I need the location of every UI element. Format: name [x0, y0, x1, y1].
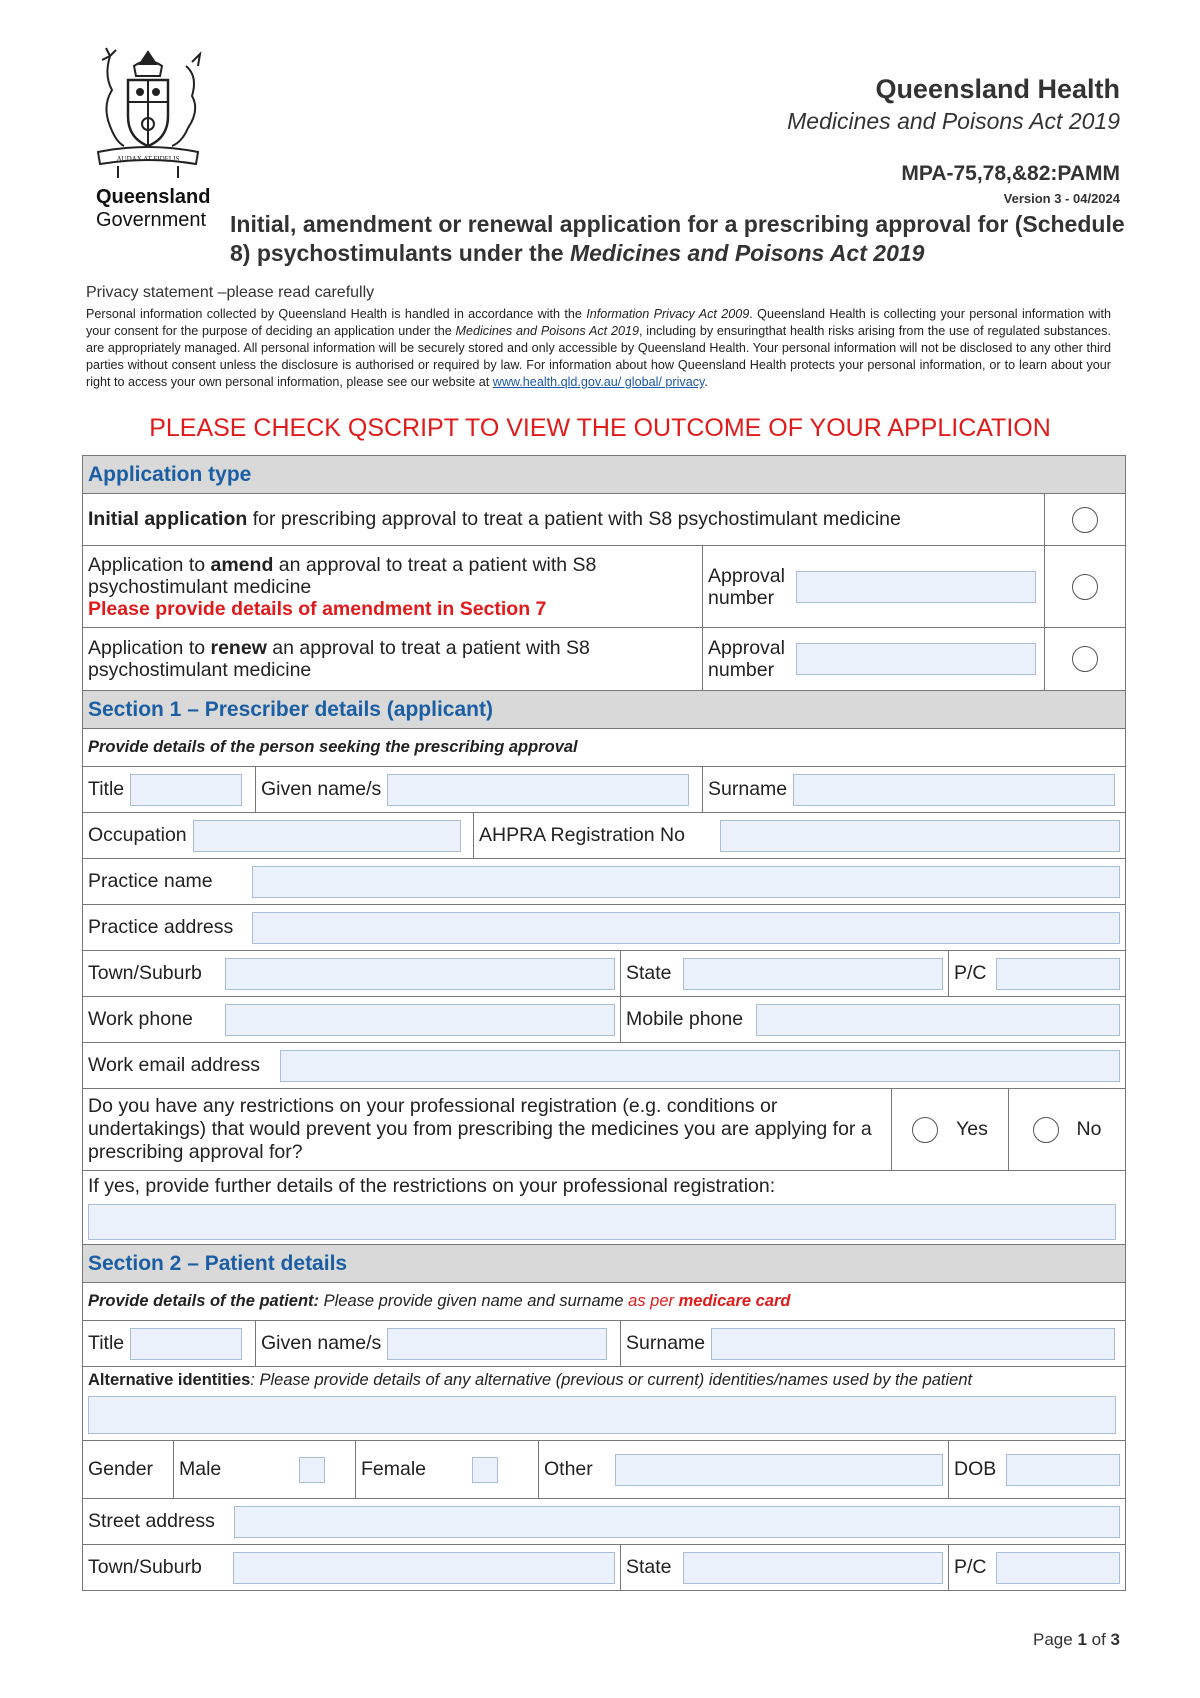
prescriber-state-label: State: [626, 962, 672, 984]
restriction-details-label: If yes, provide further details of the restrictions on your professional registration:: [88, 1175, 776, 1197]
restriction-no-label: No: [1076, 1118, 1102, 1140]
amend-approval-number-label: Approval number: [708, 564, 785, 609]
gender-male-label: Male: [179, 1458, 222, 1480]
prescriber-title-field[interactable]: [130, 774, 242, 806]
work-phone-field[interactable]: [225, 1004, 615, 1036]
renew-approval-number-label: Approval number: [708, 637, 785, 681]
practice-name-label: Practice name: [88, 870, 213, 892]
prescriber-given-label: Given name/s: [261, 778, 382, 800]
prescriber-title-label: Title: [88, 778, 125, 800]
initial-application-radio[interactable]: [1072, 507, 1098, 533]
work-email-label: Work email address: [88, 1054, 260, 1076]
page-indicator: [1033, 1630, 1120, 1650]
gender-male-checkbox[interactable]: [299, 1457, 325, 1483]
amend-approval-number-field[interactable]: [796, 571, 1036, 603]
renew-application-label: [83, 628, 702, 690]
gender-other-label: Other: [544, 1458, 593, 1480]
section2-instruction-red: as per: [628, 1292, 679, 1310]
page-mid: of: [1086, 1630, 1111, 1649]
patient-state-label: State: [626, 1556, 672, 1578]
gender-female-checkbox[interactable]: [472, 1457, 498, 1483]
gender-other-field[interactable]: [615, 1454, 943, 1486]
patient-pc-field[interactable]: [996, 1552, 1120, 1584]
renew-approval-number-field[interactable]: [796, 643, 1036, 675]
patient-title-label: Title: [88, 1332, 125, 1354]
form-title: [230, 210, 1130, 268]
queensland-crest-logo: [88, 46, 208, 182]
mobile-phone-field[interactable]: [756, 1004, 1120, 1036]
logo-queensland: Queensland: [96, 186, 211, 208]
prescriber-pc-label: P/C: [954, 962, 987, 984]
amend-application-label: [83, 546, 702, 627]
alternative-identities-bold: Alternative identities: [88, 1371, 251, 1389]
patient-state-field[interactable]: [683, 1552, 943, 1584]
amend-text-pre: Application to: [88, 553, 211, 576]
privacy-italic-1: Information Privacy Act 2009: [586, 307, 750, 321]
privacy-italic-2: Medicines and Poisons Act 2019: [455, 324, 639, 338]
gender-female-label: Female: [361, 1458, 427, 1480]
form-title-text: Initial, amendment or renewal application for a prescribing approval for (Schedule 8) psychostimulants under the: [230, 211, 1125, 266]
street-address-label: Street address: [88, 1510, 215, 1532]
prescriber-surname-label: Surname: [708, 778, 788, 800]
qscript-notice: PLEASE CHECK QSCRIPT TO VIEW THE OUTCOME OF YOUR APPLICATION: [149, 414, 1051, 442]
prescriber-surname-field[interactable]: [793, 774, 1115, 806]
privacy-heading: Privacy statement –please read carefully: [86, 284, 375, 301]
crest-motto: AUDAX AT FIDELIS: [116, 155, 180, 163]
restriction-yes-radio[interactable]: [912, 1117, 938, 1143]
renew-application-radio[interactable]: [1072, 646, 1098, 672]
amend-note: Please provide details of amendment in Section 7: [88, 597, 547, 620]
mobile-phone-label: Mobile phone: [626, 1008, 744, 1030]
section2-instruction-medicare: medicare card: [678, 1292, 791, 1310]
section2-instruction: [83, 1283, 1125, 1320]
amend-text-bold: amend: [210, 553, 274, 576]
restriction-no-radio[interactable]: [1033, 1117, 1059, 1143]
prescriber-pc-field[interactable]: [996, 958, 1120, 990]
work-email-field[interactable]: [280, 1050, 1120, 1082]
application-type-heading: Application type: [83, 456, 1125, 493]
form-version: Version 3 - 04/2024: [1003, 191, 1120, 206]
practice-address-label: Practice address: [88, 916, 234, 938]
privacy-text-1: Personal information collected by Queensland Health is handled in accordance with the: [86, 307, 587, 321]
patient-town-label: Town/Suburb: [88, 1556, 202, 1578]
restriction-yes-label: Yes: [956, 1118, 988, 1140]
initial-application-label: [83, 494, 1044, 545]
patient-given-field[interactable]: [387, 1328, 607, 1360]
occupation-label: Occupation: [88, 824, 187, 846]
patient-pc-label: P/C: [954, 1556, 987, 1578]
amend-text-rest: an approval to treat a patient with S8 psychostimulant medicine: [88, 553, 597, 598]
renew-text-bold: renew: [210, 637, 267, 659]
privacy-link[interactable]: www.health.qld.gov.au/ global/ privacy: [492, 375, 705, 389]
prescriber-town-label: Town/Suburb: [88, 962, 202, 984]
gender-label: Gender: [88, 1458, 154, 1480]
organisation-name: Queensland Health: [875, 74, 1120, 104]
logo-government: Government: [96, 209, 207, 231]
ahpra-label: AHPRA Registration No: [479, 824, 685, 846]
patient-title-field[interactable]: [130, 1328, 242, 1360]
occupation-field[interactable]: [193, 820, 461, 852]
section1-heading: Section 1 – Prescriber details (applicant): [83, 691, 1125, 728]
restriction-question: Do you have any restrictions on your professional registration (e.g. conditions or undertakings) that would prevent you from prescribing the medicines you are applying for a prescribing approval for?: [88, 1095, 872, 1163]
form-title-act: Medicines and Poisons Act 2019: [569, 240, 925, 266]
initial-application-bold: Initial application: [88, 508, 248, 530]
patient-given-label: Given name/s: [261, 1332, 382, 1354]
form-code: MPA-75,78,&82:PAMM: [901, 162, 1120, 185]
prescriber-state-field[interactable]: [683, 958, 943, 990]
amend-application-radio[interactable]: [1072, 574, 1098, 600]
ahpra-field[interactable]: [720, 820, 1120, 852]
alternative-identities-label: [88, 1371, 1120, 1390]
privacy-text-3: , including by ensuringthat health risks arising from the use of regulated substances. are appropriately managed. All personal information will be securely stored and only accessible by Queensland Health. Your personal information will not be disclosed to any other third parties without consent unless the disclosure is authorised or required by law. For information about how Queensland Health protects your personal information, or to learn about your right to access your own personal information, please see our website at: [86, 324, 1111, 389]
patient-surname-field[interactable]: [711, 1328, 1115, 1360]
section2-instruction-bold: Provide details of the patient:: [88, 1292, 320, 1310]
alternative-identities-field[interactable]: [88, 1396, 1116, 1434]
dob-field[interactable]: [1006, 1454, 1120, 1486]
application-form: [82, 455, 1126, 1591]
patient-surname-label: Surname: [626, 1332, 706, 1354]
restriction-details-field[interactable]: [88, 1204, 1116, 1240]
section1-instruction: Provide details of the person seeking the prescribing approval: [88, 738, 578, 756]
act-name: Medicines and Poisons Act 2019: [787, 108, 1120, 134]
practice-address-field[interactable]: [252, 912, 1120, 944]
prescriber-town-field[interactable]: [225, 958, 615, 990]
page-current: 1: [1077, 1630, 1087, 1649]
section2-instruction-text: Please provide given name and surname: [319, 1292, 629, 1310]
page-prefix: Page: [1033, 1630, 1078, 1649]
section2-heading: Section 2 – Patient details: [83, 1245, 1125, 1282]
prescriber-given-field[interactable]: [387, 774, 689, 806]
renew-text-rest: an approval to treat a patient with S8 psychostimulant medicine: [88, 637, 590, 681]
privacy-statement: [86, 306, 1111, 391]
page-total: 3: [1110, 1630, 1120, 1649]
dob-label: DOB: [954, 1458, 997, 1480]
street-address-field[interactable]: [234, 1506, 1120, 1538]
practice-name-field[interactable]: [252, 866, 1120, 898]
privacy-text-2: . Queensland Health is collecting your personal information with your consent for the purpose of deciding an application under the: [86, 307, 1111, 338]
patient-town-field[interactable]: [233, 1552, 615, 1584]
work-phone-label: Work phone: [88, 1008, 193, 1030]
alternative-identities-text: : Please provide details of any alternative (previous or current) identities/names used by the patient: [250, 1371, 973, 1389]
initial-application-text: for prescribing approval to treat a patient with S8 psychostimulant medicine: [247, 508, 901, 530]
renew-text-pre: Application to: [88, 637, 211, 659]
privacy-text-4: .: [704, 375, 708, 389]
